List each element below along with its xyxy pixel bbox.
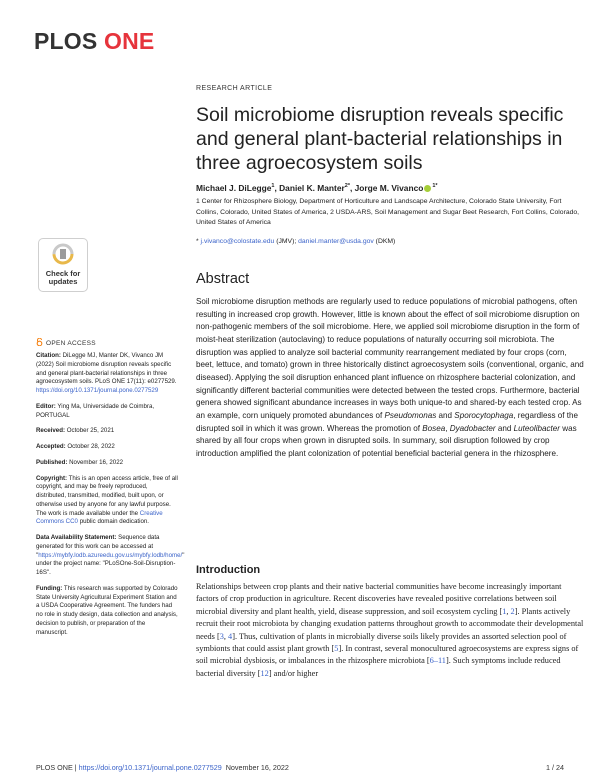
open-access-label (36, 338, 96, 347)
editor-text: Ying Ma, Universidade de Coimbra, PORTUGAL (36, 402, 155, 419)
abstract-part: was shared by all four crops when grown in disrupted soils. In summary, soil disruption followed by crop introduction amplified the plant colonization of potential beneficial bacterial genera in the rhizosphere. (196, 423, 577, 458)
data-link[interactable]: https://mybfy.lodb.azureedu.gov.us/mybfy.lodb/home/ (38, 551, 183, 559)
intro-part: ]. In contrast, several monocultured agroecosystems are express signs of soil microbial dysbiosis, or imbalances in the rhizosphere microbiota [ (196, 644, 579, 666)
abstract-part: Soil microbiome disruption methods are regularly used to reduce populations of microbial pathogens, often resulting in increased crop growth. However, little is known about the effect of soil microbiome disruption on non-pathogenic members of the soil microbiome. Here, we applied soil microbiome disruption in the form of moist-heat sterilization (autoclaving) to reduce populations of naturally occurring soil microbiota. The disruption was applied to analyze soil bacterial community rearrangement mediated by four crops (corn, beet, lettuce, and tomato) grown in three historically distinct agroecosystem soils (conventional, organic, and diseased). Applying the soil disruption enhanced plant influence on rhizosphere bacterial colonization, and significantly different bacterial communities were detected between the tested crops. Furthermore, bacterial genera showed significant abundance increases in ways both unique-to and shared-by each tested crop. As an example, corn uniquely promoted abundances of (196, 297, 584, 420)
editor-label: Editor: (36, 402, 56, 410)
logo-one: ONE (104, 28, 155, 54)
genus-name: Luteolibacter (513, 423, 561, 433)
abstract-text (196, 296, 586, 461)
article-title: Soil microbiome disruption reveals specific and general plant-bacterial relationships in three agroecosystem soils (196, 104, 564, 174)
published-label: Published: (36, 458, 68, 466)
funding-block (36, 585, 178, 638)
data-availability-label: Data Availability Statement: (36, 534, 117, 541)
reference-link[interactable]: 6–11 (429, 656, 446, 666)
data-availability-block (36, 534, 185, 578)
correspondence-emails (196, 238, 581, 245)
author-name[interactable]: , Jorge M. Vivanco (349, 183, 424, 193)
genus-name: Sporocytophaga (454, 410, 514, 420)
introduction-heading: Introduction (196, 564, 261, 576)
received-date: October 25, 2021 (65, 427, 115, 435)
author-affil-mark: 1 (432, 183, 436, 190)
abstract-part: , (445, 423, 450, 433)
reference-link[interactable]: 5 (334, 644, 339, 654)
author-list (196, 183, 576, 193)
doi-link[interactable]: https://doi.org/10.1371/journal.pone.0277529 (36, 387, 159, 394)
abstract-heading: Abstract (196, 271, 250, 287)
open-access-text: OPEN ACCESS (46, 340, 96, 347)
intro-part: ] and/or higher (268, 668, 319, 678)
footer-date: November 16, 2022 (225, 763, 289, 772)
accepted-date: October 28, 2022 (65, 443, 115, 450)
intro-part: , (506, 606, 511, 616)
intro-part: ]. Such symptoms include reduced bacterial diversity [ (196, 656, 561, 678)
received-block (36, 427, 178, 436)
received-label: Received: (36, 427, 66, 435)
footer-separator: | (72, 763, 79, 772)
intro-part: ]. Plants actively recruit their root microbiota by changing exudation patterns throughout growth to accommodate their developmental needs [ (196, 606, 584, 641)
author-name[interactable]: , Daniel K. Manter (274, 183, 345, 193)
footer-journal: PLOS ONE (36, 763, 73, 772)
data-availability-tail: " under the project name: "PLoSOne-Soil-Disruption-16S". (36, 551, 185, 576)
author-name[interactable]: Michael J. DiLegge (196, 183, 272, 193)
copyright-block (36, 475, 178, 528)
accepted-block (36, 443, 178, 452)
abstract-part: , regardless of the disrupted soil in which it was grown. Whereas the promotion of (196, 410, 579, 433)
reference-link[interactable]: 1 (502, 606, 507, 616)
author-affil-mark: 1 (271, 183, 275, 190)
footer-doi-link[interactable]: https://doi.org/10.1371/journal.pone.0277529 (78, 763, 222, 772)
published-date: November 16, 2022 (67, 458, 124, 466)
funding-label: Funding: (36, 584, 63, 592)
citation-block (36, 352, 178, 396)
page-footer (36, 763, 564, 772)
orcid-icon[interactable] (424, 185, 431, 192)
reference-link[interactable]: 12 (260, 668, 269, 678)
corresponding-mark: * (435, 183, 438, 190)
abstract-part: and (495, 423, 514, 433)
license-link[interactable]: Creative Commons CC0 (36, 509, 163, 526)
journal-logo[interactable] (34, 28, 154, 55)
intro-part: Relationships between crop plants and their native bacterial communities have become increasingly important factors of crop production in agriculture. Recent discoveries have revealed positive correlations between soil microbial diversity and plant health, yield, disease suppression, and soil ecosystem cycling [ (196, 582, 562, 616)
email-owner: (DKM) (373, 238, 396, 245)
abstract-part: and (436, 410, 455, 420)
author-affil-mark: 2 (344, 183, 348, 190)
genus-name: Bosea (422, 423, 446, 433)
check-label-line1: Check for (45, 268, 81, 278)
affiliations: 1 Center for Rhizosphere Biology, Department of Horticulture and Landscape Architecture, Colorado State University, Fort Collins, Colorado, United States of America, 2 USDA-ARS, Soil Management and Sugar Beet Research, Fort Collins, Colorado, United States of America (196, 198, 580, 226)
citation-label: Citation: (36, 352, 61, 359)
editor-block (36, 403, 178, 421)
article-metadata-sidebar (36, 352, 185, 644)
check-for-updates-icon (52, 243, 74, 265)
copyright-label: Copyright: (36, 474, 68, 482)
check-for-updates-button[interactable] (38, 238, 88, 292)
intro-part: , (223, 631, 229, 641)
data-availability-text: Sequence data generated for this work can be accessed at " (36, 534, 160, 559)
genus-name: Pseudomonas (384, 410, 437, 420)
corresponding-mark: * (347, 183, 350, 190)
article-type: RESEARCH ARTICLE (196, 85, 273, 92)
email-link[interactable]: daniel.manter@usda.gov (298, 238, 374, 245)
check-label-line2: updates (48, 277, 78, 286)
introduction-text (196, 581, 586, 680)
page-number: 1 / 24 (546, 763, 564, 772)
accepted-label: Accepted: (36, 443, 66, 450)
genus-name: Dyadobacter (449, 423, 496, 433)
intro-part: ]. Thus, cultivation of plants in microbially diverse soils likely provides an assorted selection pool of symbionts that could assist plant growth [ (196, 631, 567, 654)
reference-link[interactable]: 4 (228, 631, 233, 641)
open-access-lock-icon (36, 338, 43, 346)
reference-link[interactable]: 3 (219, 631, 224, 641)
email-link[interactable]: j.vivanco@colostate.edu (200, 238, 275, 245)
email-owner: (JMV); (274, 238, 299, 245)
copyright-tail: public domain dedication. (77, 518, 149, 526)
funding-text: This research was supported by Colorado State University Agricultural Experiment Station and a USDA Cooperative Agreement. The funders had no role in study design, data collection and analysis, decision to publish, or preparation of the manuscript. (36, 584, 178, 636)
published-block (36, 459, 178, 468)
citation-text: DiLegge MJ, Manter DK, Vivanco JM (2022) Soil microbiome disruption reveals specific and general plant-bacterial relationships in three agroecosystem soils. PLoS ONE 17(11): e0277529. (36, 352, 177, 386)
reference-link[interactable]: 2 (510, 606, 515, 616)
logo-plos: PLOS (34, 28, 98, 54)
copyright-text: This is an open access article, free of all copyright, and may be freely reproduced, distributed, transmitted, modified, built upon, or otherwise used by anyone for any lawful purpose. The work is made available under the (36, 474, 178, 517)
corresponding-mark: * (196, 238, 199, 245)
